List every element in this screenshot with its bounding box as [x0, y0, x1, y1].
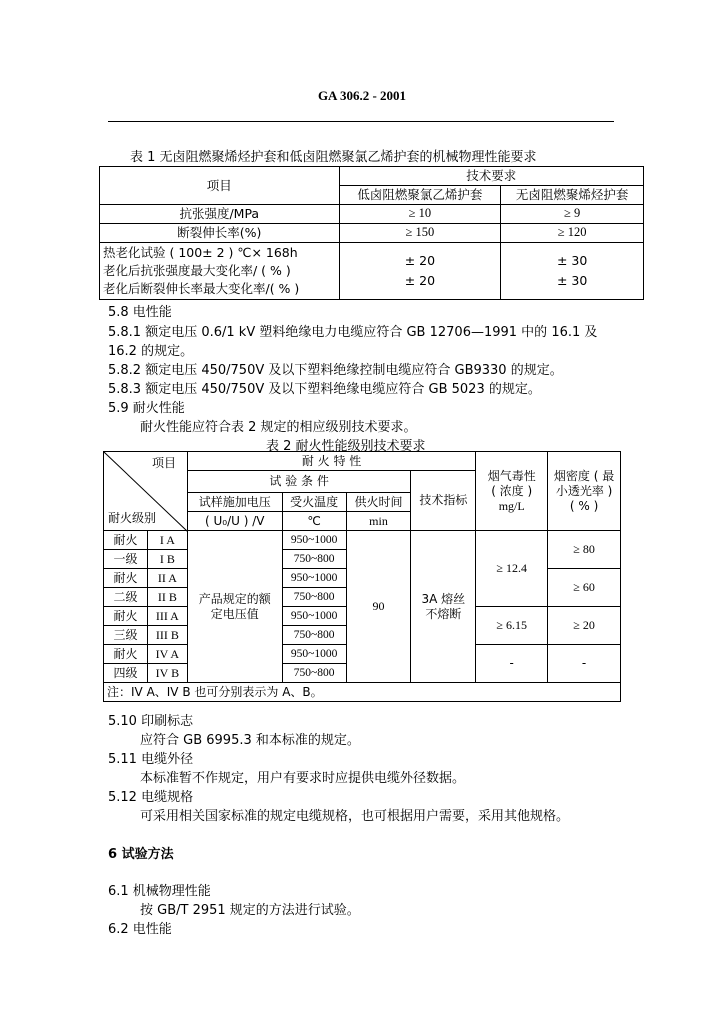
section-5-9-text: 耐火性能应符合表 2 规定的相应级别技术要求。 [140, 420, 417, 435]
temp-cell: 750~800 [282, 550, 346, 569]
group-sub: II B [147, 588, 187, 607]
smoke-h2: ( 浓度 ) [491, 483, 533, 498]
header-rule [108, 121, 614, 122]
group-sub: IV B [147, 664, 187, 683]
section-5-8-2: 5.8.2 额定电压 450/750V 及以下塑料绝缘控制电缆应符合 GB9330 的规定。 [108, 363, 563, 378]
table1-col-a: 低卤阻燃聚氯乙烯护套 [339, 186, 501, 205]
tech-line-2: 不熔断 [425, 606, 462, 621]
table2-voltage-cell [187, 531, 282, 683]
table2-col-voltage-unit: ( U₀/U ) /V [187, 512, 282, 531]
group-sub: I A [147, 531, 187, 550]
group-sub: III A [147, 607, 187, 626]
density-cell-1: ≥ 80 [548, 531, 621, 569]
smoke-cell-1: ≥ 12.4 [476, 531, 548, 607]
smoke-cell-3: - [476, 645, 548, 683]
table2-time-cell: 90 [346, 531, 411, 683]
temp-cell: 950~1000 [282, 645, 346, 664]
table2-col-temp-unit: ℃ [282, 512, 346, 531]
density-cell-4: - [548, 645, 621, 683]
aging-line-3: 老化后断裂伸长率最大变化率/( % ) [103, 281, 300, 296]
temp-cell: 750~800 [282, 588, 346, 607]
section-5-8-3: 5.8.3 额定电压 450/750V 及以下塑料绝缘电缆应符合 GB 5023 的规定。 [108, 382, 541, 397]
section-6-1-text: 按 GB/T 2951 规定的方法进行试验。 [140, 903, 360, 918]
table1-cell: ≥ 150 [339, 224, 501, 243]
group-label: 耐火 [104, 645, 148, 664]
section-5-10-text: 应符合 GB 6995.3 和本标准的规定。 [140, 733, 360, 748]
group-sub: II A [147, 569, 187, 588]
temp-cell: 750~800 [282, 664, 346, 683]
table-row [104, 531, 621, 550]
voltage-line-2: 定电压值 [210, 606, 259, 621]
table2-caption: 表 2 耐火性能级别技术要求 [266, 439, 426, 454]
table2-diagonal-header [104, 452, 188, 531]
voltage-line-1: 产品规定的额 [198, 591, 271, 606]
table2-col-tech: 技术指标 [411, 471, 476, 531]
table1-cell [501, 243, 644, 300]
section-5-8-1: 5.8.1 额定电压 0.6/1 kV 塑料绝缘电力电缆应符合 GB 12706—1991 中的 16.1 及 [108, 325, 598, 340]
density-cell-2: ≥ 60 [548, 569, 621, 607]
table2-col-time-unit: min [346, 512, 411, 531]
group-label: 耐火 [104, 607, 148, 626]
table1-cell: 断裂伸长率(%) [100, 224, 340, 243]
group-label: 耐火 [104, 531, 148, 550]
table-row [100, 224, 644, 243]
diag-bottom-label: 耐火级别 [108, 511, 157, 525]
density-h3: ( % ) [569, 498, 599, 513]
table1-caption: 表 1 无卤阻燃聚烯烃护套和低卤阻燃聚氯乙烯护套的机械物理性能要求 [130, 150, 537, 165]
section-5-12: 5.12 电缆规格 [108, 790, 194, 805]
table1-cell: 抗张强度/MPa [100, 205, 340, 224]
table2 [103, 451, 621, 702]
tech-line-1: 3A 熔丝 [421, 591, 466, 606]
group-label: 一级 [104, 550, 148, 569]
table2-col-temp: 受火温度 [282, 493, 346, 512]
table1-cell: ≥ 10 [339, 205, 501, 224]
group-sub: III B [147, 626, 187, 645]
temp-cell: 950~1000 [282, 531, 346, 550]
table1-cell [339, 243, 501, 300]
temp-cell: 950~1000 [282, 569, 346, 588]
table2-note: 注：IV A、IV B 也可分别表示为 A、B。 [104, 683, 621, 702]
smoke-cell-2: ≥ 6.15 [476, 607, 548, 645]
table2-col-density [548, 452, 621, 531]
section-5-11-text: 本标准暂不作规定，用户有要求时应提供电缆外径数据。 [140, 771, 466, 786]
group-sub: I B [147, 550, 187, 569]
smoke-h3: mg/L [498, 498, 525, 513]
section-5-10: 5.10 印刷标志 [108, 714, 194, 729]
density-cell-3: ≥ 20 [548, 607, 621, 645]
temp-cell: 950~1000 [282, 607, 346, 626]
smoke-h1: 烟气毒性 [487, 468, 536, 483]
table2-col-smoke [476, 452, 548, 531]
table1-col-b: 无卤阻燃聚烯烃护套 [501, 186, 644, 205]
section-5-12-text: 可采用相关国家标准的规定电缆规格，也可根据用户需要，采用其他规格。 [140, 809, 570, 824]
section-5-9: 5.9 耐火性能 [108, 401, 185, 416]
table1-col-tech: 技术要求 [339, 167, 643, 186]
aging-line-2: 老化后抗张强度最大变化率/ ( % ) [103, 263, 291, 278]
aging-a1: ± 20 [404, 253, 436, 268]
aging-b1: ± 30 [556, 253, 588, 268]
density-h1: 烟密度 ( 最 [553, 468, 615, 483]
aging-b2: ± 30 [556, 273, 588, 288]
section-5-8-1-cont: 16.2 的规定。 [108, 344, 194, 359]
section-6-heading: 6 试验方法 [108, 847, 174, 862]
table2-test-cond: 试 验 条 件 [187, 471, 411, 493]
group-label: 耐火 [104, 569, 148, 588]
table1-cell: ≥ 120 [501, 224, 644, 243]
section-6-2: 6.2 电性能 [108, 922, 172, 937]
table1 [99, 166, 644, 300]
temp-cell: 750~800 [282, 626, 346, 645]
diag-top-label: 项目 [152, 456, 177, 470]
table2-col-time: 供火时间 [346, 493, 411, 512]
table2-fire-prop: 耐 火 特 性 [187, 452, 475, 471]
group-label: 四级 [104, 664, 148, 683]
aging-line-1: 热老化试验 ( 100± 2 ) ℃× 168h [103, 245, 298, 260]
table1-col-item: 项目 [100, 167, 340, 205]
density-h2: 小透光率 ) [555, 483, 613, 498]
table1-cell: ≥ 9 [501, 205, 644, 224]
section-6-1: 6.1 机械物理性能 [108, 884, 211, 899]
document-code: GA 306.2 - 2001 [317, 88, 407, 103]
table2-tech-cell [411, 531, 476, 683]
table2-col-voltage: 试样施加电压 [187, 493, 282, 512]
table-row [100, 205, 644, 224]
section-5-11: 5.11 电缆外径 [108, 752, 194, 767]
group-sub: IV A [147, 645, 187, 664]
table1-aging-cell [100, 243, 340, 300]
table-row [100, 243, 644, 300]
group-label: 二级 [104, 588, 148, 607]
group-label: 三级 [104, 626, 148, 645]
section-5-8: 5.8 电性能 [108, 305, 172, 320]
aging-a2: ± 20 [404, 273, 436, 288]
